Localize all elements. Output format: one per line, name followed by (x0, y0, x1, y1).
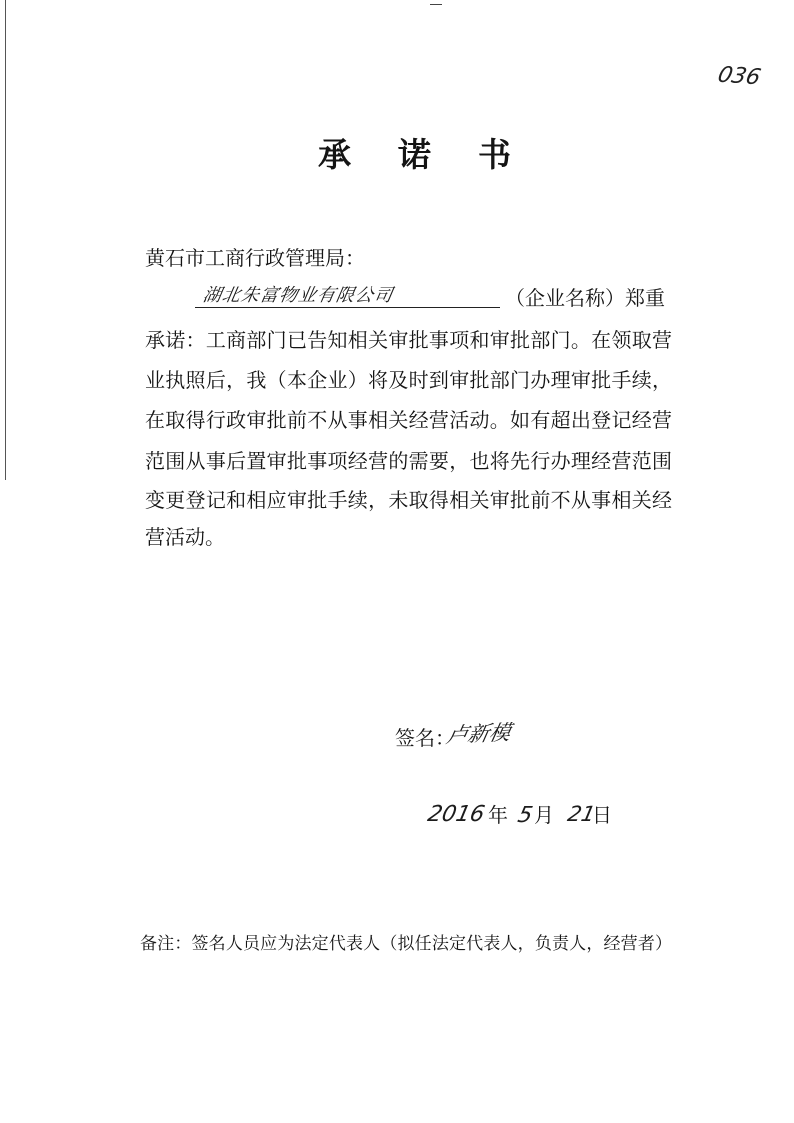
document-title: 承诺书 (318, 135, 558, 174)
footnote: 备注：签名人员应为法定代表人（拟任法定代表人，负责人，经营者） (140, 934, 672, 954)
body-line: 承诺：工商部门已告知相关审批事项和审批部门。在领取营 (145, 328, 672, 352)
date-year-unit: 年 (488, 803, 508, 827)
body-line: 营活动。 (145, 525, 225, 549)
signature-label: 签名： (395, 726, 455, 750)
body-line: 范围从事后置审批事项经营的需要，也将先行办理经营范围 (145, 449, 672, 473)
company-name-underline (195, 307, 500, 308)
date-month-unit: 月 (534, 803, 554, 827)
date-year: 2016 (425, 802, 487, 827)
date-month: 5 (515, 803, 535, 828)
handwritten-company-name: 湖北朱富物业有限公司 (201, 285, 395, 306)
scan-mark (430, 4, 442, 5)
handwritten-page-number: 036 (715, 62, 764, 91)
scan-edge-line (5, 0, 6, 480)
addressee: 黄石市工商行政管理局： (145, 246, 365, 270)
date-day-unit: 日 (592, 803, 612, 827)
body-line: 业执照后，我（本企业）将及时到审批部门办理审批手续， (145, 368, 672, 392)
company-name-suffix: （企业名称）郑重 (505, 286, 665, 310)
body-line: 在取得行政审批前不从事相关经营活动。如有超出登记经营 (145, 408, 672, 432)
body-line: 变更登记和相应审批手续，未取得相关审批前不从事相关经 (145, 488, 672, 512)
handwritten-signature: 卢新模 (444, 720, 513, 748)
date-day: 21 (565, 802, 598, 826)
